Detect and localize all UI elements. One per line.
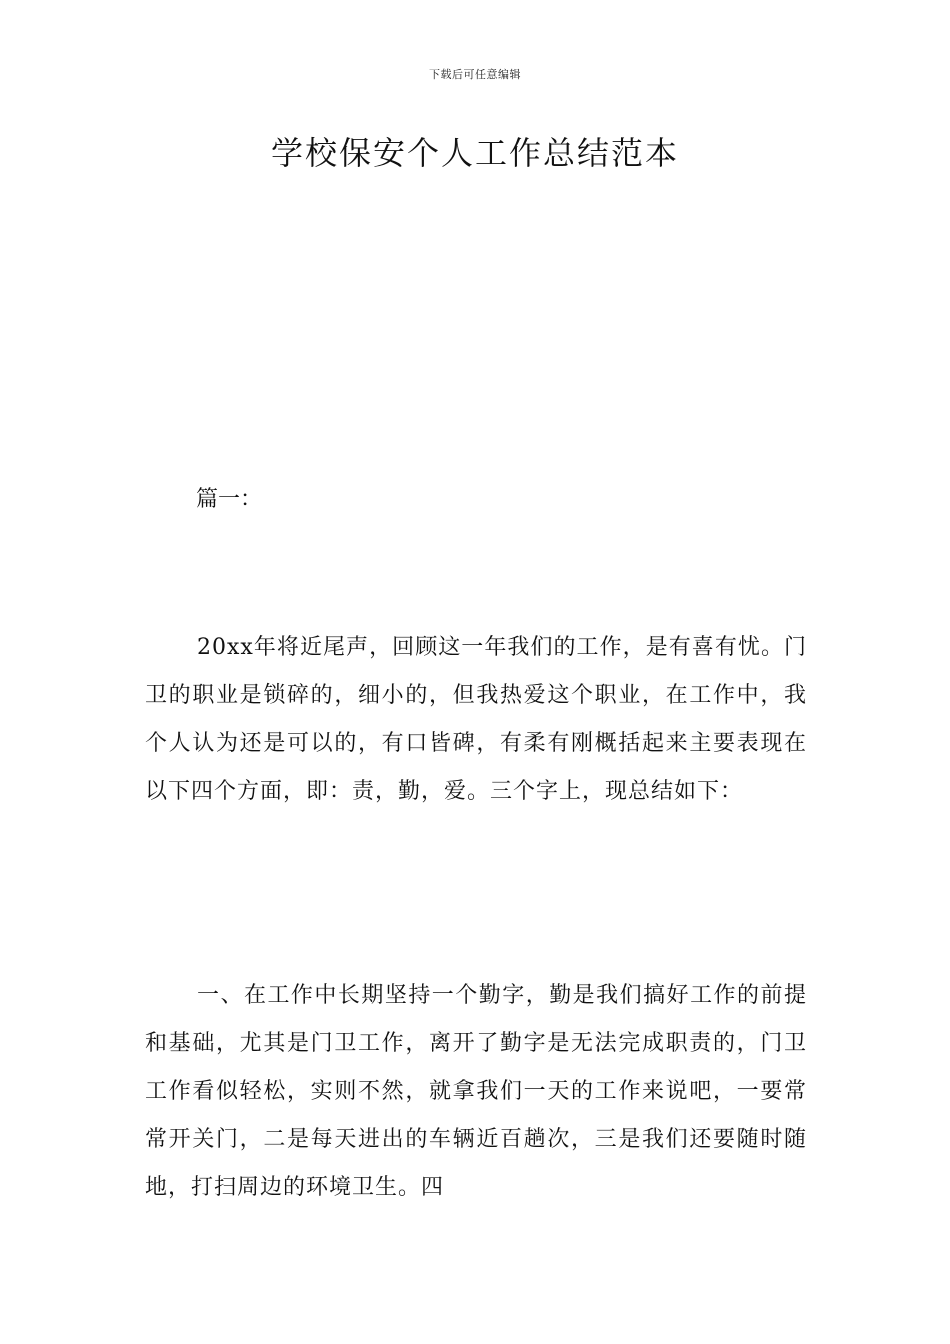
- section-heading: 篇一：: [196, 487, 263, 512]
- paragraph-intro: 20xx年将近尾声，回顾这一年我们的工作，是有喜有忧。门卫的职业是锁碎的，细小的，但我热爱这个职业，在工作中，我个人认为还是可以的，有口皆碑，有柔有刚概括起来主要表现在以下四个方面，即：责，勤，爱。三个字上，现总结如下：: [145, 635, 807, 804]
- header-note: 下载后可任意编辑: [429, 68, 521, 81]
- document-title: 学校保安个人工作总结范本: [270, 134, 679, 172]
- paragraph-point-one: 一、在工作中长期坚持一个勤字，勤是我们搞好工作的前提和基础，尤其是门卫工作，离开了勤字是无法完成职责的，门卫工作看似轻松，实则不然，就拿我们一天的工作来说吧，一要常常开关门，二是每天进出的车辆近百趟次，三是我们还要随时随地，打扫周边的环境卫生。四: [145, 983, 807, 1200]
